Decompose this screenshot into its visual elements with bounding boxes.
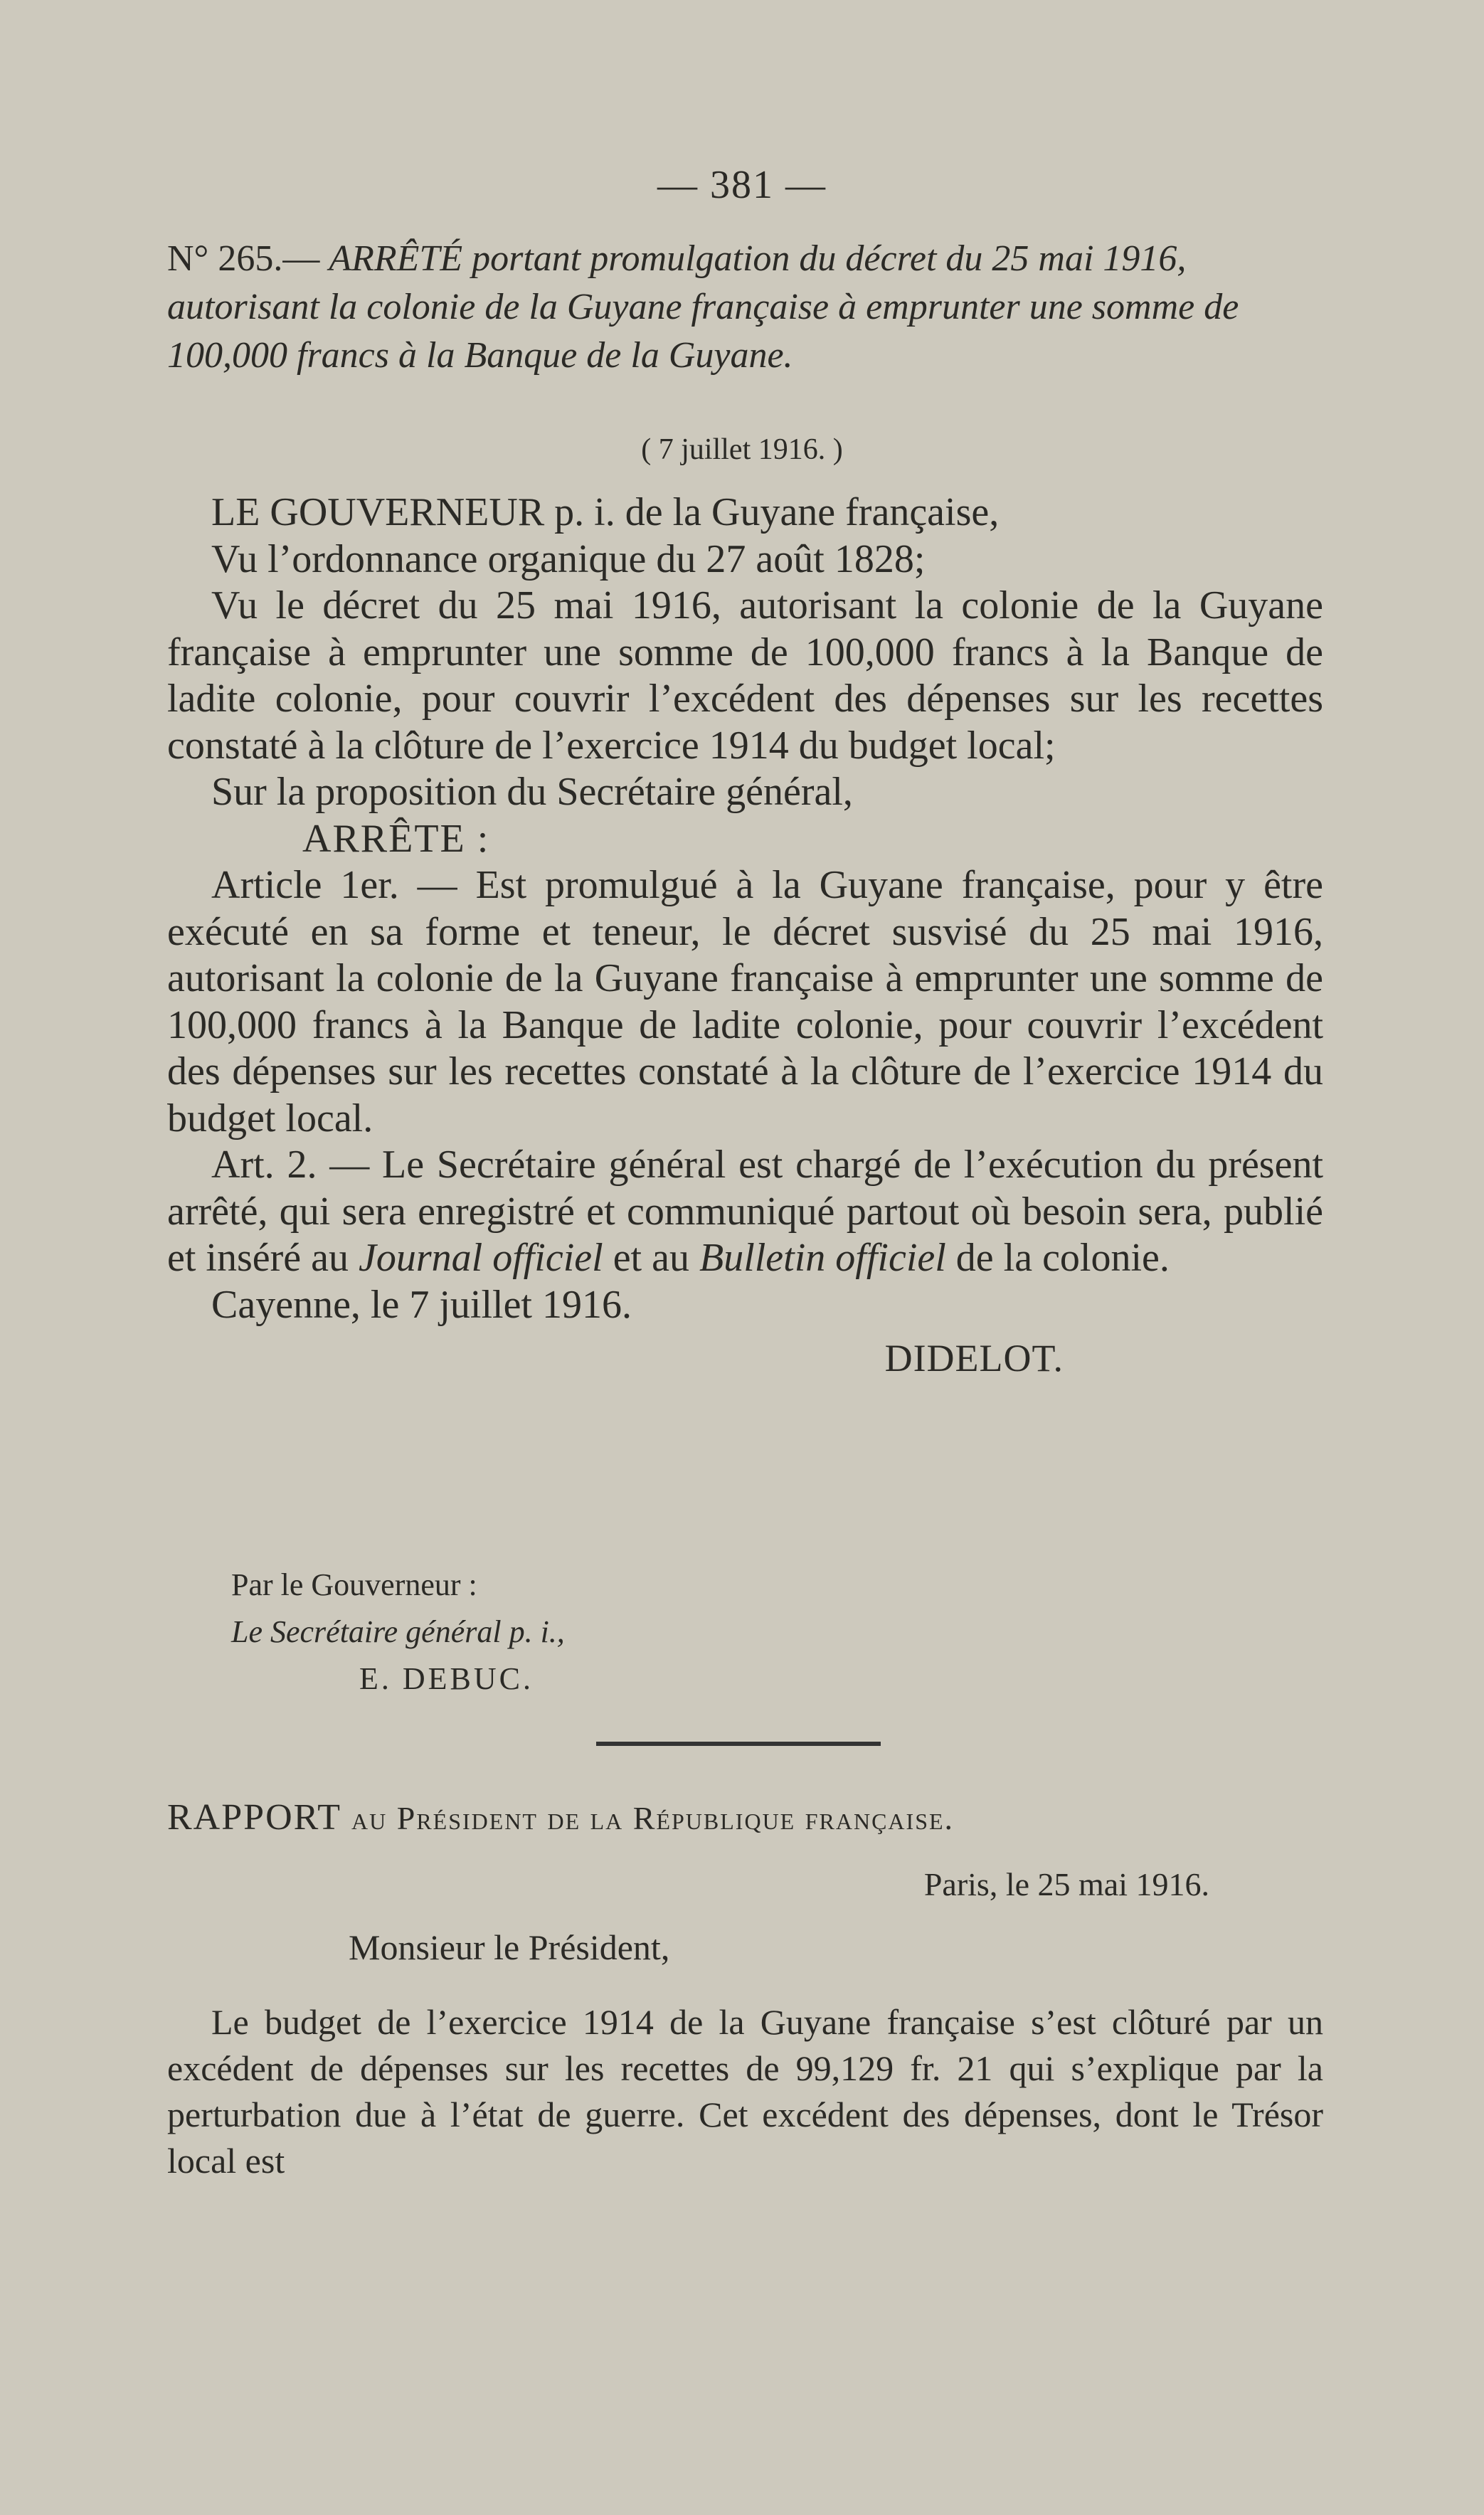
section-divider: [596, 1742, 881, 1746]
article-1: Article 1er. — Est promulgué à la Guyane française, pour y être exécuté en sa forme et teneur, le décret susvisé du 25 mai 1916, autorisant la colonie de la Guyane française à emprunter une somme de 100,000 francs à la Banque de ladite colonie, pour couvrir l’excédent des dépenses sur les recettes constaté à la clôture de l’exercice 1914 du budget local.: [167, 863, 1323, 1140]
rapport-paragraph: Le budget de l’exercice 1914 de la Guyane française s’est clôturé par un excédent de dépenses sur les recettes de 99,129 fr. 21 qui s’explique par la perturbation due à l’état de guerre. Cet excédent des dépenses, dont le Trésor local est: [167, 2002, 1323, 2181]
vu-ordonnance: Vu l’ordonnance organique du 27 août 1828;: [211, 536, 926, 581]
journal-officiel: Journal officiel: [358, 1236, 603, 1280]
salutation: Monsieur le Président,: [349, 1927, 670, 1967]
gouverneur-line: LE GOUVERNEUR p. i. de la Guyane française,: [211, 490, 1000, 534]
page-number: — 381 —: [657, 163, 827, 207]
bulletin-officiel: Bulletin officiel: [699, 1236, 946, 1280]
rapport-date: Paris, le 25 mai 1916.: [923, 1866, 1209, 1902]
decree-date: ( 7 juillet 1916. ): [641, 433, 843, 466]
rapport-heading-rest: au Président de la République française.: [351, 1800, 955, 1836]
cayenne-date: Cayenne, le 7 juillet 1916.: [211, 1282, 632, 1327]
secretaire-general: Le Secrétaire général p. i.,: [231, 1614, 565, 1649]
signature-debuc: E. DEBUC.: [359, 1661, 534, 1696]
rapport-heading-main: RAPPORT: [167, 1797, 341, 1838]
article-2: [167, 1142, 1323, 1282]
par-le-gouverneur: Par le Gouverneur :: [231, 1567, 477, 1602]
rapport-body: [167, 1999, 1323, 2184]
decree-number: N° 265.—: [167, 238, 320, 279]
decree-body: [167, 489, 1323, 1382]
decree-title: [167, 235, 1323, 380]
arrete-heading: ARRÊTE :: [302, 816, 490, 861]
article-2-text-b: et au: [613, 1236, 689, 1280]
article-2-text-a: Art. 2. — Le Secrétaire général est chargé de l’exécution du présent arrêté, qui sera enregistré et communiqué partout où besoin sera, publié et inséré au: [167, 1143, 1323, 1280]
article-2-text-c: de la colonie.: [955, 1236, 1170, 1280]
signature-didelot: DIDELOT.: [884, 1337, 1064, 1380]
sur-proposition: Sur la proposition du Secrétaire général,: [211, 770, 853, 814]
rapport-heading: [167, 1796, 1323, 1838]
countersign-block: [231, 1562, 565, 1703]
vu-decret: Vu le décret du 25 mai 1916, autorisant la colonie de la Guyane française à emprunter une somme de 100,000 francs à la Banque de ladite colonie, pour couvrir l’excédent des dépenses sur les recettes constaté à la clôture de l’exercice 1914 du budget local;: [167, 583, 1323, 768]
decree-heading: ARRÊTÉ portant promulgation du décret du 25 mai 1916, autorisant la colonie de la Guyane française à emprunter une somme de 100,000 francs à la Banque de la Guyane.: [167, 238, 1239, 376]
